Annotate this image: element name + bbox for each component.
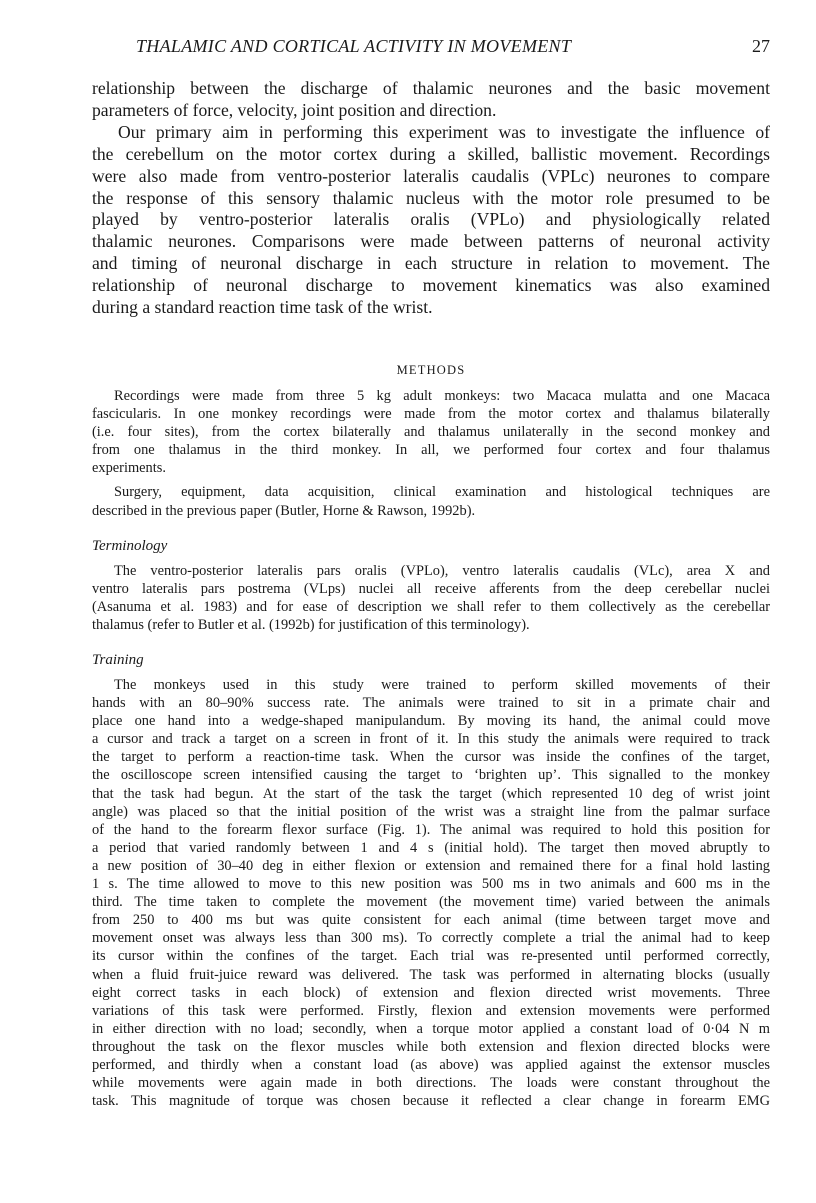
text-line: experiments. xyxy=(92,460,166,477)
text-line: movement onset was always less than 300 ms). To correctly complete a trial the animal had to keep xyxy=(92,930,770,947)
text-line: while movements were again made in both directions. The loads were constant throughout the xyxy=(92,1075,770,1092)
training-section xyxy=(92,676,770,1110)
training-heading: Training xyxy=(92,652,144,668)
text-line: played by ventro-posterior lateralis oralis (VPLo) and physiologically related xyxy=(92,209,770,230)
text-line: thalamus (refer to Butler et al. (1992b) for justification of this terminology). xyxy=(92,616,530,633)
text-line: relationship between the discharge of thalamic neurones and the basic movement xyxy=(92,78,770,98)
text-line: its cursor within the confines of the target. Each trial was re-presented until performed correctly, xyxy=(92,948,770,965)
terminology-heading: Terminology xyxy=(92,537,168,554)
text-line: the response of this sensory thalamic nucleus with the motor role presumed to be xyxy=(92,187,770,208)
text-line: in either direction with no load; secondly, when a torque motor applied a constant load of 0·04 N m xyxy=(92,1020,770,1037)
text-line: (Asanuma et al. 1983) and for ease of description we shall refer to them collectively as the cerebellar xyxy=(92,598,770,615)
text-line: Our primary aim in performing this experiment was to investigate the influence of xyxy=(118,121,770,142)
text-line: hands with an 80–90% success rate. The animals were trained to sit in a primate chair and xyxy=(92,695,770,712)
methods-heading: METHODS xyxy=(396,362,466,377)
running-title: THALAMIC AND CORTICAL ACTIVITY IN MOVEMENT xyxy=(136,36,572,56)
text-line: when a fluid fruit-juice reward was delivered. The task was performed in alternating blocks (usually xyxy=(92,966,770,983)
page xyxy=(92,36,770,1110)
text-line: a cursor and track a target on a screen in front of it. In this study the animals were required to track xyxy=(92,731,770,748)
text-line: from 250 to 400 ms but was quite consistent for each animal (time between target move and xyxy=(92,912,770,929)
text-line: during a standard reaction time task of the wrist. xyxy=(92,297,433,318)
text-line: from one thalamus in the third monkey. In all, we performed four cortex and four thalamus xyxy=(92,442,770,459)
running-header xyxy=(92,36,770,62)
text-line: The monkeys used in this study were trained to perform skilled movements of their xyxy=(114,677,770,693)
text-line: fascicularis. In one monkey recordings were made from the motor cortex and thalamus bilaterally xyxy=(92,406,770,423)
text-line: task. This magnitude of torque was chosen because it reflected a clear change in forearm EMG xyxy=(92,1093,770,1110)
text-line: thalamic neurones. Comparisons were made between patterns of neuronal activity xyxy=(92,231,770,252)
text-line: throughout the task on the flexor muscles while both extension and flexion directed blocks were xyxy=(92,1038,770,1055)
text-line: angle) was placed so that the initial position of the wrist was a straight line from the palmar surface xyxy=(92,803,770,820)
text-line: relationship of neuronal discharge to movement kinematics was also examined xyxy=(92,275,770,296)
intro-section xyxy=(92,78,770,319)
text-line: Recordings were made from three 5 kg adult monkeys: two Macaca mulatta and one Macaca xyxy=(114,387,770,404)
text-line: place one hand into a wedge-shaped manipulandum. By moving its hand, the animal could move xyxy=(92,713,770,730)
text-line: of the hand to the forearm flexor surface (Fig. 1). The animal was required to hold this position for xyxy=(92,821,770,838)
page-number: 27 xyxy=(752,36,770,56)
text-line: and timing of neuronal discharge in each structure in relation to movement. The xyxy=(92,253,770,274)
text-line: variations of this task were performed. Firstly, flexion and extension movements were performed xyxy=(92,1002,770,1019)
text-line: parameters of force, velocity, joint position and direction. xyxy=(92,99,497,120)
text-line: the cerebellum on the motor cortex during a skilled, ballistic movement. Recordings xyxy=(92,143,770,164)
text-line: described in the previous paper (Butler, Horne & Rawson, 1992b). xyxy=(92,502,476,519)
text-line: the oscilloscope screen intensified causing the target to ‘brighten up’. This signalled to the monkey xyxy=(92,767,770,784)
text-line: were also made from ventro-posterior lateralis caudalis (VPLc) neurones to compare xyxy=(92,165,770,186)
text-line: 1 s. The time allowed to move to this new position was 500 ms in two animals and 600 ms in the xyxy=(92,876,770,893)
text-line: The ventro-posterior lateralis pars oralis (VPLo), ventro lateralis caudalis (VLc), area X and xyxy=(114,562,770,579)
text-line: that the task had begun. At the start of the task the target (which represented 10 deg of wrist joint xyxy=(92,785,770,802)
text-line: a period that varied randomly between 1 and 4 s (initial hold). The target then moved abruptly to xyxy=(92,839,770,856)
text-line: performed, and thirdly when a constant load (as above) was applied against the extensor muscles xyxy=(92,1056,770,1073)
text-line: third. The time taken to complete the movement (the movement time) varied between the animals xyxy=(92,894,770,911)
text-line: the target to perform a reaction-time task. When the cursor was inside the confines of the target, xyxy=(92,749,770,766)
text-line: ventro lateralis pars postrema (VLps) nuclei all receive afferents from the deep cerebellar nuclei xyxy=(92,580,770,597)
text-line: a new position of 30–40 deg in either flexion or extension and remained there for a final hold lasting xyxy=(92,857,770,874)
text-line: Surgery, equipment, data acquisition, clinical examination and histological techniques are xyxy=(114,484,770,501)
terminology-section xyxy=(92,562,770,634)
text-line: eight correct tasks in each block) of extension and flexion directed wrist movements. Three xyxy=(92,984,770,1001)
methods-section xyxy=(92,387,770,520)
text-line: (i.e. four sites), from the cortex bilaterally and thalamus unilaterally in the second monkey and xyxy=(92,424,770,441)
